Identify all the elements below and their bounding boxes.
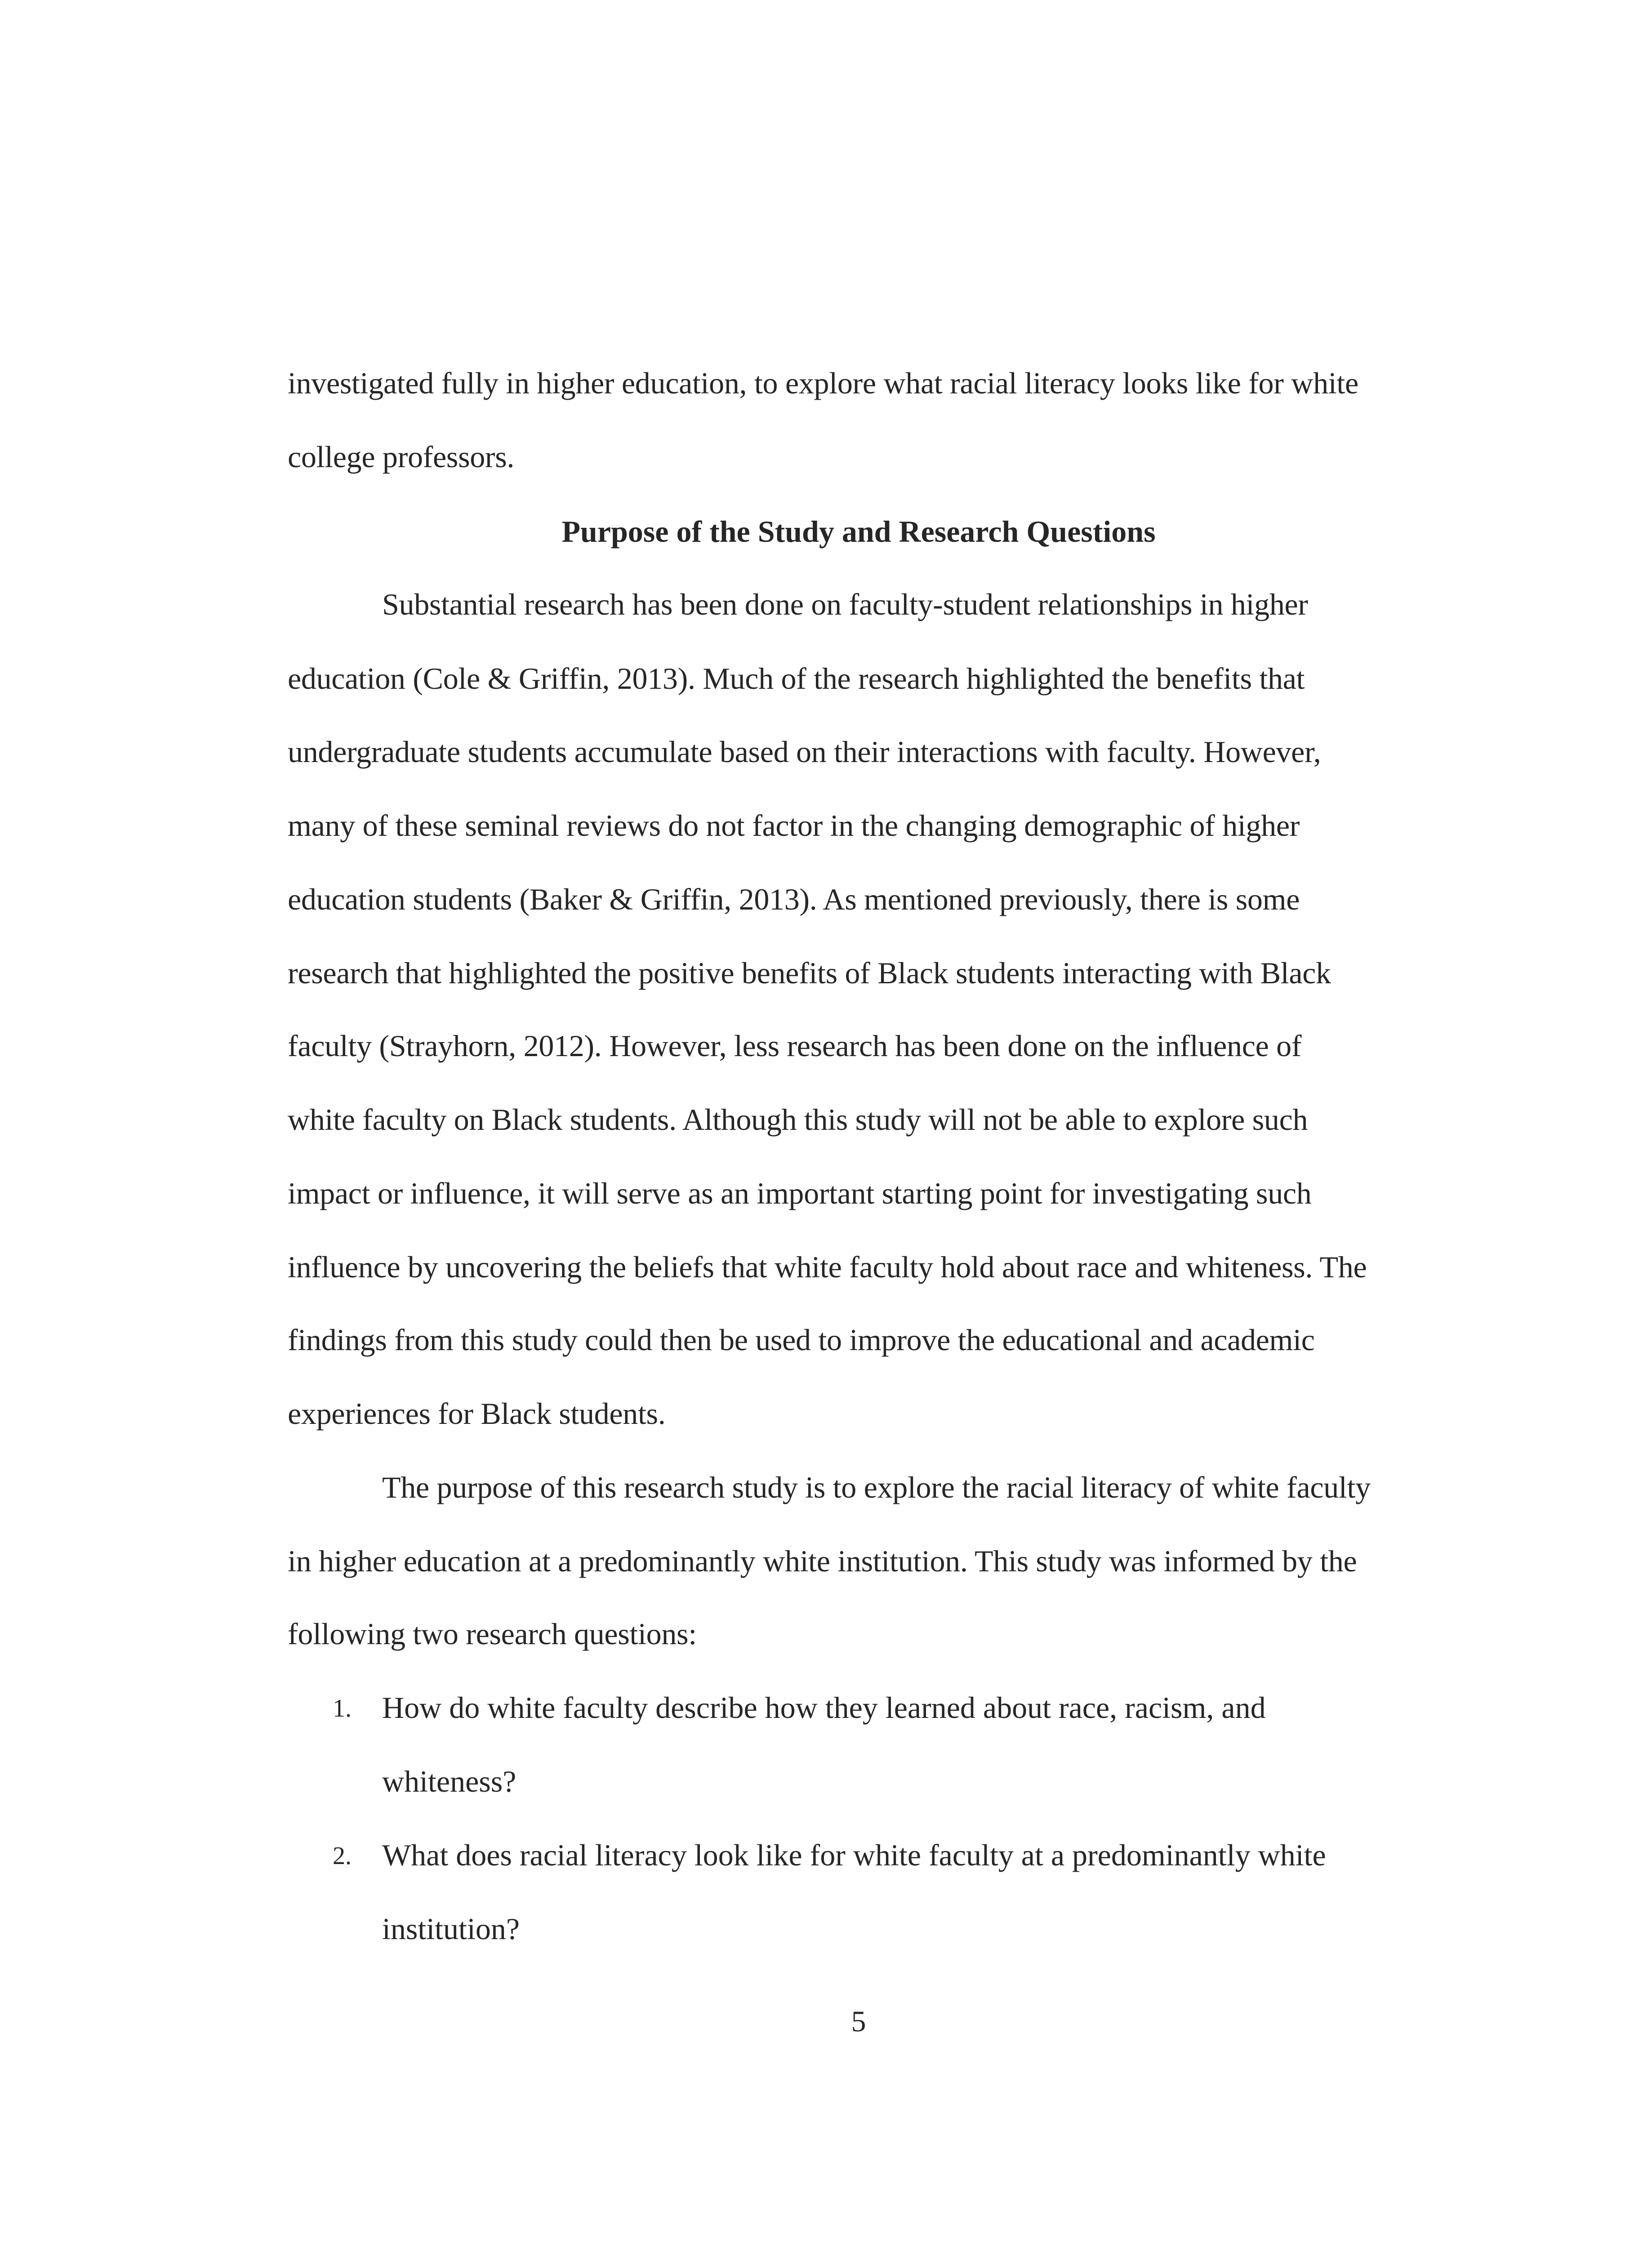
list-item-text: institution? bbox=[382, 1912, 520, 1946]
body-text-line: The purpose of this research study is to explore the racial literacy of white faculty bbox=[382, 1470, 1371, 1504]
body-text-line: faculty (Strayhorn, 2012). However, less research has been done on the influence of bbox=[288, 1029, 1302, 1063]
body-text-line: experiences for Black students. bbox=[288, 1396, 666, 1431]
list-item-text: What does racial literacy look like for white faculty at a predominantly white bbox=[382, 1838, 1326, 1872]
body-text-line: education students (Baker & Griffin, 2013). As mentioned previously, there is some bbox=[288, 882, 1300, 916]
body-text-line: research that highlighted the positive benefits of Black students interacting with Black bbox=[288, 956, 1331, 990]
body-text-line: in higher education at a predominantly white institution. This study was informed by the bbox=[288, 1544, 1357, 1578]
page-number: 5 bbox=[851, 2005, 866, 2038]
body-text-line: Substantial research has been done on faculty-student relationships in higher bbox=[382, 587, 1308, 621]
body-text-line: findings from this study could then be used to improve the educational and academic bbox=[288, 1323, 1315, 1357]
body-text-line: white faculty on Black students. Although this study will not be able to explore such bbox=[288, 1102, 1308, 1137]
body-text-line: many of these seminal reviews do not factor in the changing demographic of higher bbox=[288, 808, 1300, 843]
body-text-line: following two research questions: bbox=[288, 1617, 697, 1651]
list-item-text: whiteness? bbox=[382, 1764, 517, 1798]
body-text-line: investigated fully in higher education, to explore what racial literacy looks like for white bbox=[288, 366, 1358, 400]
body-text-line: college professors. bbox=[288, 440, 515, 474]
list-item-number: 2. bbox=[333, 1842, 352, 1870]
body-text-line: influence by uncovering the beliefs that white faculty hold about race and whiteness. The bbox=[288, 1250, 1367, 1284]
list-item-number: 1. bbox=[333, 1695, 352, 1722]
body-text-line: undergraduate students accumulate based on their interactions with faculty. However, bbox=[288, 735, 1321, 769]
body-text-line: education (Cole & Griffin, 2013). Much of the research highlighted the benefits that bbox=[288, 661, 1305, 696]
list-item-text: How do white faculty describe how they learned about race, racism, and bbox=[382, 1690, 1266, 1725]
body-text-line: impact or influence, it will serve as an important starting point for investigating such bbox=[288, 1176, 1312, 1210]
section-heading: Purpose of the Study and Research Questions bbox=[561, 514, 1156, 549]
